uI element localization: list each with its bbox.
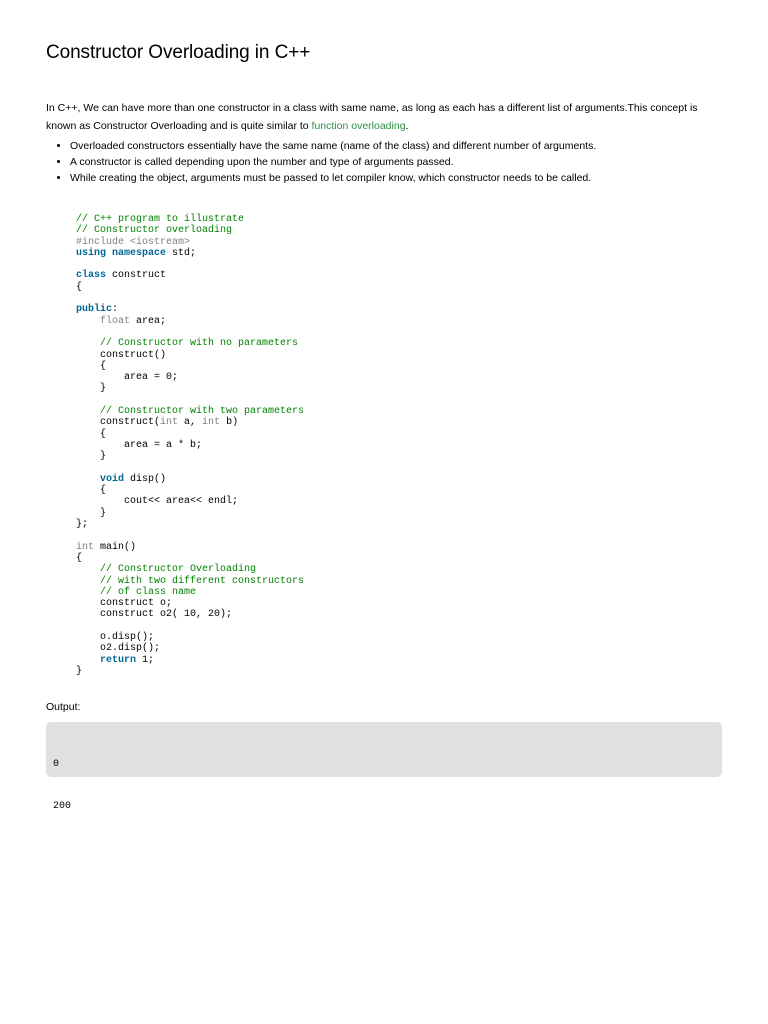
code-token: construct o2( 10, 20); xyxy=(76,609,233,621)
code-token xyxy=(76,316,100,327)
code-token: // Constructor overloading xyxy=(76,225,233,237)
code-line xyxy=(76,304,304,315)
bullet-list xyxy=(46,138,746,186)
code-line xyxy=(76,621,304,632)
code-line xyxy=(76,383,304,394)
code-token: { xyxy=(76,281,83,293)
code-token: o.disp(); xyxy=(76,631,155,643)
code-token: b) xyxy=(220,417,239,429)
code-token: }; xyxy=(76,519,89,531)
output-line: 0 xyxy=(53,759,60,770)
code-token: construct() xyxy=(76,349,167,361)
code-line xyxy=(76,463,304,474)
code-line xyxy=(76,553,304,564)
code-token: } xyxy=(76,383,107,395)
output-box[interactable] xyxy=(46,722,722,812)
code-line xyxy=(76,248,304,259)
bullet-item: • Overloaded constructors essentially have the same name (name of the class) and different number of arguments. xyxy=(70,138,746,154)
intro-paragraph xyxy=(46,99,722,135)
code-token: int xyxy=(202,417,221,429)
code-token xyxy=(76,406,100,417)
code-token: construct xyxy=(106,270,167,282)
code-token: 1; xyxy=(136,654,155,666)
code-line xyxy=(76,429,304,440)
code-token: // with two different constructors xyxy=(100,575,305,587)
code-token xyxy=(76,474,100,485)
code-token xyxy=(76,576,100,587)
code-line xyxy=(76,564,304,575)
code-line xyxy=(76,508,304,519)
code-line xyxy=(76,451,304,462)
code-token xyxy=(76,564,100,575)
code-line xyxy=(76,259,304,270)
code-line xyxy=(76,214,304,225)
code-line xyxy=(76,632,304,643)
code-token: { xyxy=(76,485,107,497)
code-token: void xyxy=(100,473,125,485)
code-token xyxy=(76,587,100,598)
code-token: #include <iostream> xyxy=(76,236,191,248)
code-token: area = a * b; xyxy=(76,439,203,451)
code-token: main() xyxy=(94,541,137,553)
code-token: { xyxy=(76,552,83,564)
bullet-item: • While creating the object, arguments must be passed to let compiler know, which constructor needs to be called. xyxy=(70,170,746,186)
code-token: construct( xyxy=(76,417,161,429)
code-line xyxy=(76,338,304,349)
code-token: // Constructor with two parameters xyxy=(100,406,305,418)
code-token: } xyxy=(76,451,107,463)
code-line xyxy=(76,576,304,587)
code-token: // Constructor with no parameters xyxy=(100,338,299,350)
code-token: using xyxy=(76,247,107,259)
code-token: { xyxy=(76,360,107,372)
code-token: std; xyxy=(166,247,197,259)
code-token: } xyxy=(76,507,107,519)
code-token: : xyxy=(112,304,119,316)
code-line xyxy=(76,587,304,598)
code-line xyxy=(76,237,304,248)
code-token xyxy=(76,655,100,666)
code-line xyxy=(76,542,304,553)
code-token: // C++ program to illustrate xyxy=(76,214,245,225)
code-token: class xyxy=(76,270,107,282)
code-line xyxy=(76,496,304,507)
code-line xyxy=(76,519,304,530)
code-line xyxy=(76,372,304,383)
code-line xyxy=(76,655,304,666)
code-token: // Constructor Overloading xyxy=(100,564,257,576)
code-line xyxy=(76,643,304,654)
code-line xyxy=(76,225,304,236)
code-token: o2.disp(); xyxy=(76,643,161,655)
code-block[interactable] xyxy=(76,214,304,677)
code-line xyxy=(76,440,304,451)
code-token: float xyxy=(100,315,131,327)
code-token: disp() xyxy=(124,473,167,485)
code-token: // of class name xyxy=(100,586,197,598)
code-line xyxy=(76,361,304,372)
bullet-item: • A constructor is called depending upon the number and type of arguments passed. xyxy=(70,154,746,170)
code-line xyxy=(76,316,304,327)
code-line xyxy=(76,406,304,417)
code-token: } xyxy=(76,665,83,677)
intro-text-end: . xyxy=(405,120,409,132)
code-token: { xyxy=(76,428,107,440)
code-line xyxy=(76,417,304,428)
code-line xyxy=(76,395,304,406)
code-line xyxy=(76,293,304,304)
page-title: Constructor Overloading in C++ xyxy=(46,42,311,63)
intro-text: In C++, We can have more than one constructor in a class with same name, as long as each has a different list of arguments.This concept is known as Constructor Overloading and is quite similar to xyxy=(46,102,698,132)
code-line xyxy=(76,474,304,485)
function-overloading-link[interactable]: function overloading xyxy=(311,120,406,132)
code-line xyxy=(76,485,304,496)
code-token: cout<< area<< endl; xyxy=(76,496,239,508)
code-token: public xyxy=(76,304,113,316)
code-token xyxy=(76,338,100,349)
output-label: Output: xyxy=(46,701,81,713)
code-line xyxy=(76,270,304,281)
code-line xyxy=(76,609,304,620)
output-line: 200 xyxy=(53,801,72,812)
code-line xyxy=(76,530,304,541)
code-line xyxy=(76,350,304,361)
code-line xyxy=(76,282,304,293)
code-token: area; xyxy=(130,315,167,327)
code-token: a, xyxy=(178,417,203,429)
code-token: construct o; xyxy=(76,598,173,610)
code-token: return xyxy=(100,654,137,666)
code-token: namespace xyxy=(112,247,167,259)
code-line xyxy=(76,598,304,609)
code-line xyxy=(76,666,304,677)
code-token: area = 0; xyxy=(76,372,179,384)
code-line xyxy=(76,327,304,338)
code-token: int xyxy=(160,417,179,429)
code-token: int xyxy=(76,541,95,553)
